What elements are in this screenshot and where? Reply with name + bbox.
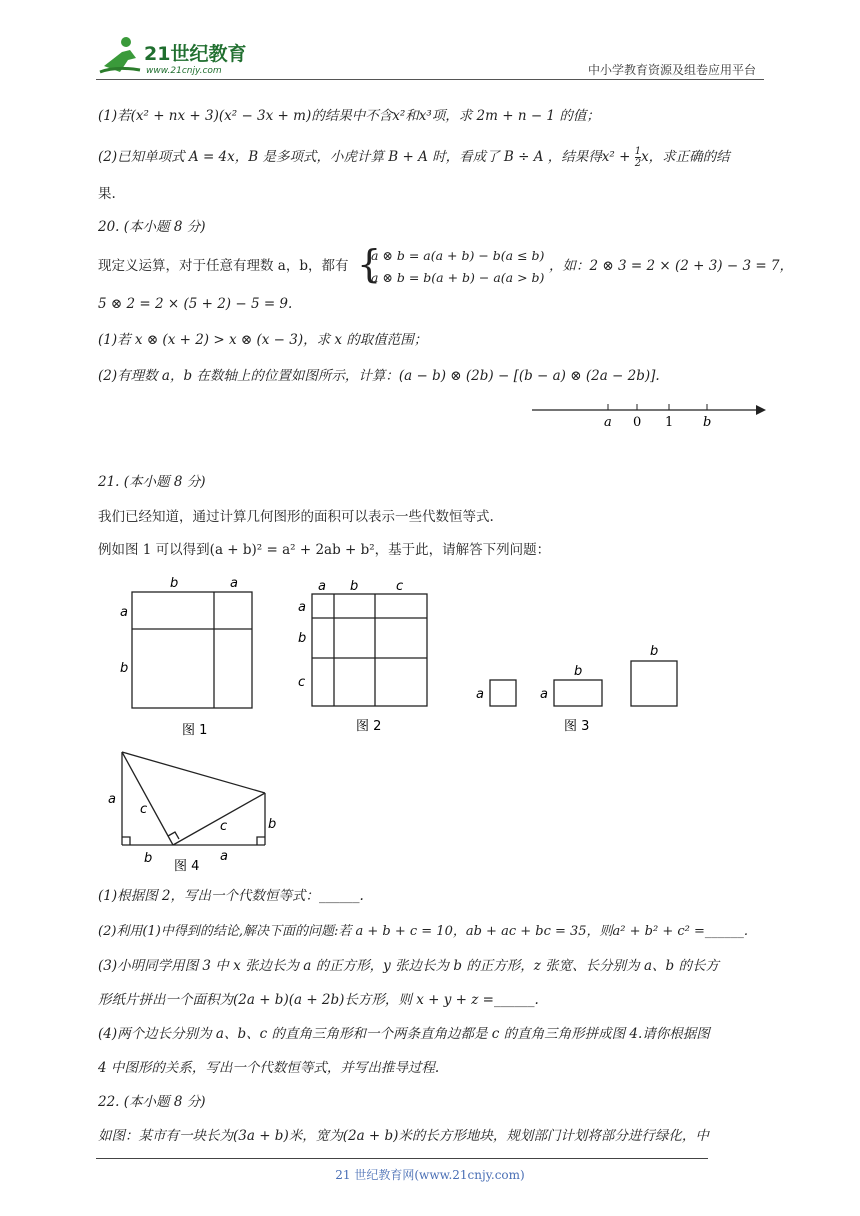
q20-part1: (1)若 x ⊗ (x + 2) > x ⊗ (x − 3)，求 x 的取值范围；	[98, 332, 428, 348]
q20-def-intro: 现定义运算，对于任意有理数 a，b，都有	[98, 258, 349, 274]
fig2-side-c: c	[298, 675, 306, 690]
piecewise-brace: {	[357, 242, 382, 286]
fig1-top-a: a	[230, 576, 238, 591]
q21-example: 例如图 1 可以得到(a + b)² = a² + 2ab + b²，基于此，请解答下列问题：	[98, 542, 551, 558]
number-line	[530, 396, 770, 434]
q21-part3b: 形纸片拼出一个面积为(2a + b)(a + 2b)长方形，则 x + y + z =______.	[98, 992, 539, 1008]
logo-url: www.21cnjy.com	[146, 66, 222, 76]
q19-part2-end: 果.	[98, 186, 116, 202]
fig2-side-a: a	[298, 600, 306, 615]
q21-part3a: (3)小明同学用图 3 中 x 张边长为 a 的正方形，y 张边长为 b 的正方形，z 张宽、长分别为 a、b 的长方	[98, 958, 719, 974]
q21-part2: (2)利用(1)中得到的结论,解决下面的问题:若 a + b + c = 10，ab + ac + bc = 35，则a² + b² + c² =______.	[98, 924, 749, 939]
q20-part2: (2)有理数 a，b 在数轴上的位置如图所示，计算：(a − b) ⊗ (2b) − [(b − a) ⊗ (2a − 2b)].	[98, 368, 660, 384]
footer-site: 21 世纪教育网(www.21cnjy.com)	[335, 1168, 525, 1182]
fig1-top-b: b	[170, 576, 179, 591]
q19-part1: (1)若(x² + nx + 3)(x² − 3x + m)的结果中不含x²和x³项，求 2m + n − 1 的值；	[98, 108, 600, 124]
fig3-label-a2: a	[540, 687, 548, 702]
fig1-side-b: b	[120, 661, 129, 676]
fig1-side-a: a	[120, 605, 128, 620]
fig4-label-a-left: a	[108, 792, 116, 807]
fig3-caption: 图 3	[564, 719, 590, 734]
footer-divider	[96, 1158, 708, 1159]
q20-heading: 20. (本小题 8 分)	[98, 219, 206, 235]
fig2-side-b: b	[298, 631, 307, 646]
q21-intro: 我们已经知道，通过计算几何图形的面积可以表示一些代数恒等式.	[98, 509, 494, 525]
header-divider	[96, 79, 764, 80]
fig4-label-b-bottom: b	[144, 851, 153, 866]
figure-4	[100, 748, 280, 878]
nl-label-1: 1	[665, 415, 674, 430]
nl-label-b: b	[703, 415, 712, 430]
runner-logo-icon	[100, 37, 140, 72]
fig3-label-a1: a	[476, 687, 484, 702]
q21-part4a: (4)两个边长分别为 a、b、c 的直角三角形和一个两条直角边都是 c 的直角三角形拼成图 4.请你根据图	[98, 1026, 710, 1042]
fig2-caption: 图 2	[356, 719, 382, 734]
fig4-label-c-left: c	[140, 802, 148, 817]
fig3-label-b1: b	[574, 664, 583, 679]
figure-1	[112, 574, 262, 744]
fig2-top-b: b	[350, 579, 359, 594]
figure-3	[470, 638, 690, 742]
q19-part2: (2)已知单项式 A = 4x，B 是多项式，小虎计算 B + A 时，看成了 B ÷ A ，结果得x² + $\frac{1}{2}$ x，求正确的结	[98, 146, 730, 169]
q20-example2: 5 ⊗ 2 = 2 × (5 + 2) − 5 = 9.	[98, 296, 293, 312]
nl-label-a: a	[604, 415, 612, 430]
logo-text: 21世纪教育	[144, 43, 247, 65]
q22-text: 如图：某市有一块长为(3a + b)米，宽为(2a + b)米的长方形地块，规划部门计划将部分进行绿化，中	[98, 1128, 709, 1144]
figure-2	[294, 574, 434, 744]
q21-part4b: 4 中图形的关系，写出一个代数恒等式，并写出推导过程.	[98, 1060, 440, 1076]
nl-label-0: 0	[633, 415, 642, 430]
fig2-top-a: a	[318, 579, 326, 594]
site-logo	[96, 36, 266, 78]
q20-case2: a ⊗ b = b(a + b) − a(a > b)	[371, 270, 545, 285]
q21-heading: 21. (本小题 8 分)	[98, 474, 206, 490]
fig4-label-b-right: b	[268, 817, 277, 832]
q20-example1: ，如：2 ⊗ 3 = 2 × (2 + 3) − 3 = 7，	[549, 258, 794, 274]
fig4-label-c-right: c	[220, 819, 228, 834]
fig3-label-b2: b	[650, 644, 659, 659]
fig4-caption: 图 4	[174, 859, 200, 874]
q20-case1: a ⊗ b = a(a + b) − b(a ≤ b)	[371, 248, 545, 263]
fig4-label-a-bottom: a	[220, 849, 228, 864]
q21-part1: (1)根据图 2，写出一个代数恒等式：______.	[98, 888, 364, 904]
q22-heading: 22. (本小题 8 分)	[98, 1094, 206, 1110]
fig1-caption: 图 1	[182, 723, 208, 738]
platform-name: 中小学教育资源及组卷应用平台	[587, 63, 756, 77]
fig2-top-c: c	[396, 579, 404, 594]
